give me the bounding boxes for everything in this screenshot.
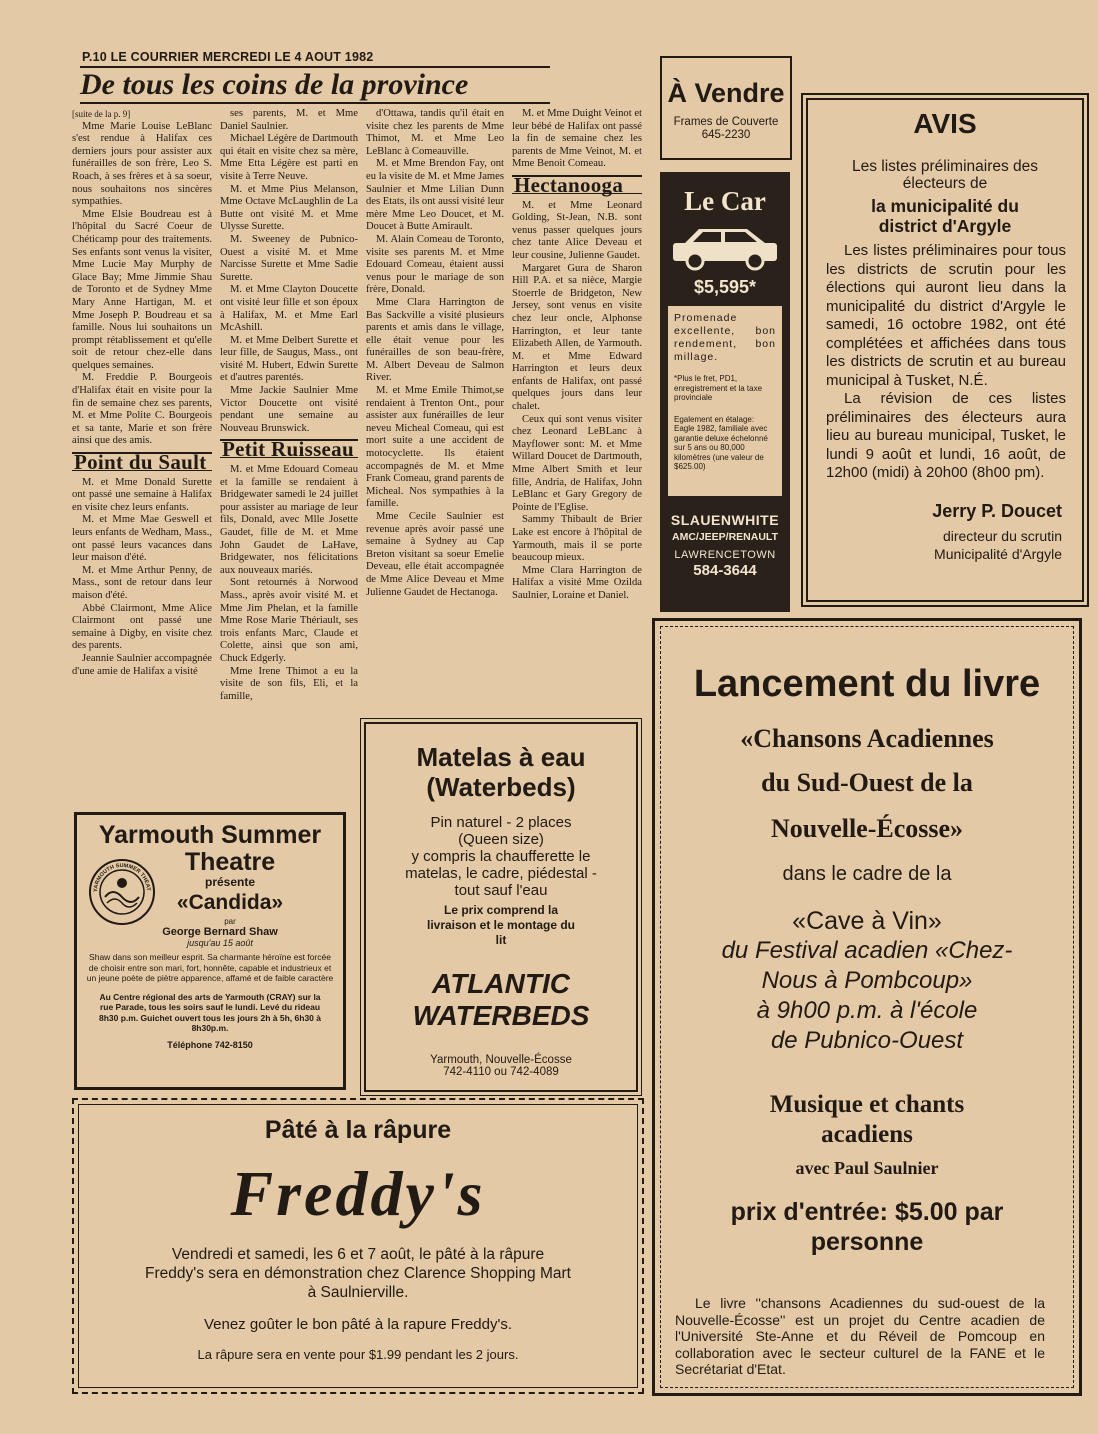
book-launch-title: Lancement du livre bbox=[693, 663, 1041, 705]
for-sale-title: À Vendre bbox=[667, 78, 785, 108]
news-paragraph: Sont retournés à Norwood Mass., après avoir visité M. et Mme Jim Phelan, et la famille Mme Rose Marie Thériault, ses trois enfants Marc, Claude et Colette, ainsi que son ami, Chuck Edgerly. bbox=[220, 577, 358, 664]
news-paragraph: M. et Mme Leonard Golding, St-Jean, N.B. sont venus passer quelques jours chez tante Alice Deveau et leur cousine, Julienne Gaudet. bbox=[512, 199, 642, 261]
car-brand: Le Car bbox=[684, 186, 766, 216]
theatre-seal-text: YARMOUTH SUMMER THEAT bbox=[92, 862, 152, 893]
news-column-2 bbox=[220, 108, 358, 810]
waterbeds-line-3: y compris la chaufferette le matelas, le cadre, piédestal - tout sauf l'eau bbox=[405, 848, 597, 899]
news-paragraph: Sammy Thibault de Brier Lake est encore à l'hôpital de Yarmouth, mais il se porte beaucoup mieux. bbox=[512, 514, 642, 564]
music-line-2: acadiens bbox=[821, 1121, 913, 1148]
dealer-phone: 584-3644 bbox=[693, 562, 757, 579]
news-paragraph: M. et Mme Edouard Comeau et la famille se rendaient à Bridgewater samedi le 24 juillet pour assister au mariage de leur fils, Donald, avec Mlle Josette Gaudet, fille de M. et Mme John Gaudet de LaHave, Bridgewater, nos félicitations aux nouveaux mariés. bbox=[220, 464, 358, 576]
waterbeds-town: Yarmouth, Nouvelle-Écosse bbox=[430, 1054, 572, 1066]
entry-price-1: prix d'entrée: $5.00 par bbox=[730, 1198, 1004, 1226]
festival-line-1: du Festival acadien «Chez- bbox=[721, 937, 1013, 964]
le-car-ad bbox=[660, 172, 790, 612]
avis-body-2: La révision de ces listes préliminaires des électeurs aura lieu au bureau municipal, Tusket, le lundi 9 août et lundi, 16 août, de 12h00 (midi) à 20h00 (8h00 pm). bbox=[826, 390, 1066, 481]
for-sale-phone: 645-2230 bbox=[701, 129, 751, 141]
continuation-note: [suite de la p. 9] bbox=[72, 109, 131, 119]
waterbeds-subtitle: (Waterbeds) bbox=[426, 772, 576, 802]
section-banner bbox=[80, 66, 550, 104]
book-launch-ad bbox=[652, 618, 1082, 1396]
theatre-venue: Au Centre régional des arts de Yarmouth (CRAY) sur la rue Parade, tous les soirs sauf le lundi. Levé du rideau 8h30 p.m. Guichet ouvert tous les jours 2h à 5h, 6h30 à 8h30p.m. bbox=[98, 991, 321, 1033]
news-column-1 bbox=[72, 108, 212, 810]
freddys-ad bbox=[72, 1098, 644, 1394]
theatre-phone: Téléphone 742-8150 bbox=[167, 1039, 253, 1050]
news-paragraph: Ceux qui sont venus visiter chez Leonard LeBLanc à Mayflower sont: M. et Mme Willard Doucet de Dartmouth, Mme Albert Smith et leur fille, Andria, de Halifax, John LeBlanc et Gary Gregory de Pointe de l'Eglise. bbox=[512, 413, 642, 513]
waterbeds-phones: 742-4110 ou 742-4089 bbox=[443, 1066, 559, 1078]
news-paragraph: M. et Mme Brendon Fay, ont eu la visite de M. et Mme James Saulnier et Mme Lilian Dunn des Etats, ils ont aussi visité leur mère Mme Leo Doucet, et M. Doucet à Butte Amirault. bbox=[366, 158, 504, 233]
theatre-description: Shaw dans son meilleur esprit. Sa charmante héroïne est forcée de choisir entre son mari, fort, honnête, capable et industrieux et un jeune poète de piètre apparence, affamé et de faible caractère bbox=[86, 952, 334, 983]
freddys-price: La râpure sera en vente pour $1.99 pendant les 2 jours. bbox=[197, 1347, 519, 1362]
news-paragraph: Abbé Clairmont, Mme Alice Clairmont ont passé une semaine à Digby, en visite chez des parents. bbox=[72, 602, 212, 652]
music-line-1: Musique et chants bbox=[769, 1091, 965, 1118]
news-paragraph: Michael Légère de Dartmouth qui était en visite chez sa mère, Mme Etta Légère est parti en visite à Terre Neuve. bbox=[220, 133, 358, 182]
avis-lead: Les listes préliminaires des électeurs de bbox=[851, 158, 1039, 192]
news-paragraph: ses parents, M. et Mme Daniel Saulnier. bbox=[220, 108, 358, 132]
avis-body-1: Les listes préliminaires pour tous les districts de scrutin pour les élections qui auront lieu dans la municipalité du district d'Argyle le samedi, 16 octobre 1982, ont été complétées et affichées dans tous les districts de scrutin et au bureau municipal à Tusket, N.É. bbox=[826, 242, 1066, 389]
news-paragraph: Mme Marie Louise LeBlanc s'est rendue à Halifax ces derniers jours pour assister aux funérailles de son frère, Leo S. Roach, à ses frères et à sa soeur, nous souhaitons nos sincères sympathies. bbox=[72, 120, 212, 208]
news-paragraph: Mme Jackie Saulnier Mme Victor Doucette ont visité pendant une semaine au Nouveau Brunswick. bbox=[220, 385, 358, 434]
news-paragraph: M. et Mme Mae Geswell et leurs enfants de Wedham, Mass., ont passé leurs vacances dans leur maison d'été. bbox=[72, 514, 212, 564]
avis-signer: Jerry P. Doucet bbox=[932, 500, 1062, 521]
festival-line-3: à 9h00 p.m. à l'école bbox=[756, 997, 978, 1024]
theatre-play: «Candida» bbox=[176, 891, 284, 914]
subsection-heading: Point du Sault bbox=[72, 452, 212, 471]
news-paragraph: M. et Mme Duight Veinot et leur bébé de Halifax ont passé la fin de semaine chez les parents de Mme Veinot, M. et Mme Benoit Comeau. bbox=[512, 108, 642, 170]
news-column-3 bbox=[366, 108, 504, 720]
news-paragraph: Mme Elsie Boudreau est à l'hôpital du Sacré Coeur de Chéticamp pour des traitements. Ses enfants sont venus la visiter, Mme Lucie May Murphy de Glace Bay; Mme Jimmie Shau de Toronto et de Sydney Mme Mary Anne Hartigan, M. et Mme Joseph P. Boudreau et sa famille. Nous lui souhaitons un prompt rétablissement et qu'elle soit de retour chez-elle dans quelques semaines. bbox=[72, 208, 212, 371]
news-column-4 bbox=[512, 108, 642, 720]
book-frame-text: dans le cadre de la bbox=[782, 863, 952, 885]
dealer-town: LAWRENCETOWN bbox=[674, 549, 776, 561]
dealer-makes: AMC/JEEP/RENAULT bbox=[672, 531, 778, 543]
waterbeds-title: Matelas à eau bbox=[416, 742, 586, 772]
book-title-1: «Chansons Acadiennes bbox=[740, 724, 994, 753]
news-paragraph: M. Alain Comeau de Toronto, visite ses parents M. et Mme Edouard Comeau, étaient aussi venus pour le mariage de son frère, Donald. bbox=[366, 233, 504, 296]
book-launch-footer: Le livre ''chansons Acadiennes du sud-ouest de la Nouvelle-Écosse'' est un projet du Centre acadien de l'Université Ste-Anne et du Réveil de Pomcoup en collaboration avec le secteur culturel de la FANE et le Secrétariat d'Etat. bbox=[675, 1295, 1045, 1377]
theatre-title: Yarmouth Summer bbox=[98, 821, 322, 849]
news-paragraph: M. et Mme Arthur Penny, de Mass., sont de retour dans leur maison d'été. bbox=[72, 564, 212, 601]
waterbeds-delivery: Le prix comprend la livraison et le montage du lit bbox=[426, 903, 576, 947]
news-paragraph: Jeannie Saulnier accompagnée d'une amie de Halifax a visité bbox=[72, 652, 212, 677]
car-illustration bbox=[669, 221, 781, 273]
entry-price-2: personne bbox=[810, 1228, 924, 1256]
theatre-seal bbox=[87, 857, 157, 927]
news-paragraph: M. Freddie P. Bourgeois d'Halifax était en visite pour la fin de semaine chez ses parents, M. et Mme Polite C. Bourgeois et sa tante, Marie et son frère ainsi que des amis. bbox=[72, 372, 212, 447]
dealer-name: SLAUENWHITE bbox=[670, 512, 780, 528]
theatre-seal-icon bbox=[87, 857, 157, 927]
news-paragraph: M. et Mme Donald Surette ont passé une semaine à Halifax en visite chez leurs enfants. bbox=[72, 476, 212, 513]
cave-a-vin: «Cave à Vin» bbox=[792, 907, 942, 935]
news-paragraph: Mme Cecile Saulnier est revenue après avoir passé une semaine à Sydney au Cap Breton visitant sa soeur Emelie Deveau, elle était accompagnée de Mme Alice Deveau et Mme Julienne Gaudet de Hectanoga. bbox=[366, 511, 504, 598]
news-paragraph: Margaret Gura de Sharon Hill P.A. et sa nièce, Margie Stoerrle de Bridgeton, New Jersey, sont venus en visite chez leur oncle, Alphonse Harrington, et leur tante Elizabeth Allen, de Yarmouth. M. et Mme Edward Harrington et leurs deux enfants de Halifax, ont passé quelques jours dans leur chalet. bbox=[512, 262, 642, 413]
news-paragraph: d'Ottawa, tandis qu'il était en visite chez les parents de Mme Thimot, M. et Mme Leo LeBlanc à Comeauville. bbox=[366, 108, 504, 157]
subsection-heading: Petit Ruisseau bbox=[220, 439, 358, 458]
for-sale-item: Frames de Couverte bbox=[673, 116, 779, 128]
theatre-presents: présente bbox=[204, 875, 256, 889]
freddys-top: Pâté à la râpure bbox=[264, 1116, 452, 1144]
page-folio: P.10 LE COURRIER MERCREDI LE 4 AOUT 1982 bbox=[82, 50, 374, 64]
music-performer: avec Paul Saulnier bbox=[795, 1158, 939, 1178]
waterbeds-brand-1: ATLANTIC bbox=[432, 968, 570, 999]
waterbeds-ad bbox=[364, 722, 638, 1092]
waterbeds-line-1: Pin naturel - 2 places bbox=[430, 814, 572, 831]
waterbeds-line-2: (Queen size) bbox=[458, 831, 544, 848]
car-price: $5,595* bbox=[693, 277, 757, 297]
section-title: De tous les coins de la province bbox=[80, 68, 469, 101]
freddys-invite: Venez goûter le bon pâté à la rapure Freddy's. bbox=[203, 1316, 513, 1333]
car-description: Promenade excellente, bon rendement, bon millage. bbox=[674, 312, 776, 363]
avis-municipality: la municipalité du district d'Argyle bbox=[871, 196, 1019, 236]
avis-municipality-sig: Municipalité d'Argyle bbox=[934, 545, 1062, 562]
car-price-note: *Plus le fret, PD1, enregistrement et la taxe provinciale bbox=[674, 374, 763, 402]
theatre-par: par bbox=[224, 917, 236, 926]
theatre-title-2: Theatre bbox=[184, 848, 276, 876]
waterbeds-brand-2: WATERBEDS bbox=[412, 1000, 590, 1031]
news-paragraph: Mme Clara Harrington de Bas Sackville a visité plusieurs parents et amis dans le village, elle était venue pour les funérailles de son beau-frère, M. Albert Deveau de Salmon River. bbox=[366, 296, 504, 384]
freddys-event: Vendredi et samedi, les 6 et 7 août, le pâté à la râpure Freddy's sera en démonstration chez Clarence Shopping Mart à Saulnierville. bbox=[145, 1246, 571, 1301]
news-paragraph: Mme Clara Harrington de Halifax a visité Mme Ozilda Saulnier, Loraine et Daniel. bbox=[512, 564, 642, 601]
news-paragraph: M. Sweeney de Pubnico-Ouest a visité M. et Mme Narcisse Surette et Mme Sadie Surette. bbox=[220, 233, 358, 283]
subsection-heading: Hectanooga bbox=[512, 175, 642, 194]
theatre-author: George Bernard Shaw bbox=[162, 926, 278, 938]
theatre-ad bbox=[74, 812, 346, 1090]
news-paragraph: M. et Mme Delbert Surette et leur fille, de Saugus, Mass., ont visité M. Hubert, Edwin Surette et d'autres parentés. bbox=[220, 334, 358, 384]
car-details-panel bbox=[668, 306, 782, 496]
news-paragraph: Mme Irene Thimot a eu la visite de son fils, Eli, et la famille, bbox=[220, 665, 358, 702]
avis-title: AVIS bbox=[913, 108, 977, 139]
book-title-3: Nouvelle-Écosse» bbox=[770, 814, 964, 843]
news-paragraph: M. et Mme Emile Thimot,se rendaient à Trenton Ont., pour assister aux funérailles de leur neveu Micheal Comeau, qui est mort suite a une accident de motocyclette. Ils étaient accompagnés de M. et Mme Frank Comeau, grand parents de Micheal. Nos sympathies à la famille. bbox=[366, 385, 504, 510]
festival-line-4: de Pubnico-Ouest bbox=[770, 1027, 964, 1054]
avis-notice bbox=[806, 98, 1084, 602]
news-paragraph: M. et Mme Pius Melanson, Mme Octave McLaughlin de La Butte ont visité M. et Mme Ulysse Surette. bbox=[220, 183, 358, 233]
theatre-until: jusqu'au 15 août bbox=[187, 938, 253, 948]
book-title-2: du Sud-Ouest de la bbox=[761, 768, 973, 797]
car-extra-offer: Egalement en étalage: Eagle 1982, familiale avec garantie deluxe échelonné sur 5 ans ou 80,000 kilomètres (une valeur de $625.00) bbox=[674, 414, 768, 471]
avis-role: directeur du scrutin bbox=[942, 527, 1062, 544]
news-paragraph: M. et Mme Clayton Doucette ont visité leur fille et son époux à Halifax, M. et Mme Earl McAshill. bbox=[220, 284, 358, 334]
for-sale-ad bbox=[660, 56, 792, 160]
festival-line-2: Nous à Pombcoup» bbox=[761, 967, 973, 994]
freddys-brand: Freddy's bbox=[230, 1158, 486, 1229]
